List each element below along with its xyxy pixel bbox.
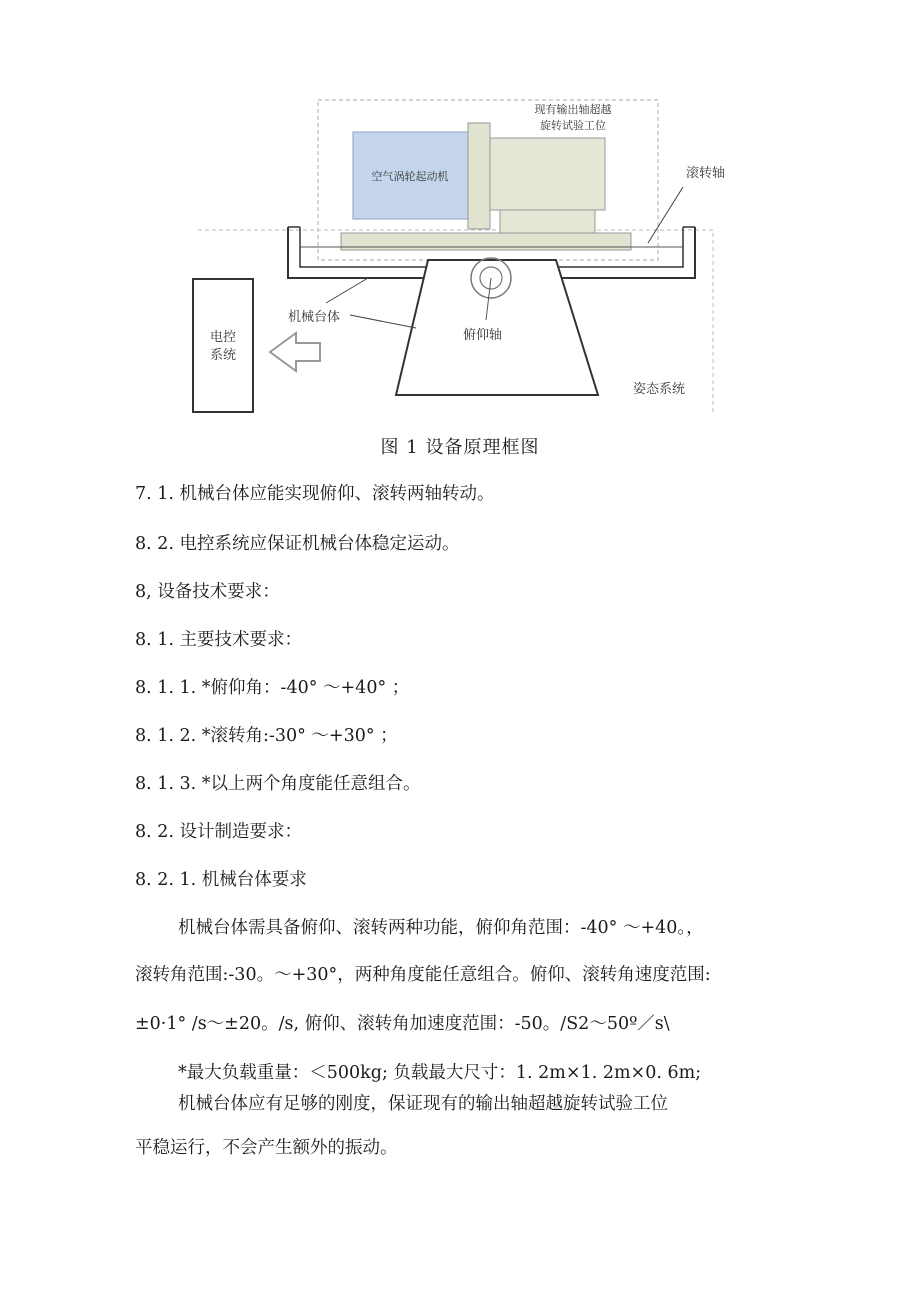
- section-heading-8: 8, 设备技术要求：: [135, 582, 280, 602]
- test-station-block: [490, 138, 605, 210]
- paragraph-7-1: 7. 1. 机械台体应能实现俯仰、滚转两轴转动。: [135, 484, 495, 504]
- item-8-1-2: 8. 1. 2. *滚转角:-30° ～+30° ；: [135, 726, 398, 746]
- roll-axis-leader: [648, 187, 683, 243]
- equipment-diagram: [178, 95, 738, 420]
- coupling-block: [468, 123, 490, 229]
- body-paragraph-line-3: ±0·1° /s～±20。/s, 俯仰、滚转角加速度范围：-50。/S2～50º／s\: [135, 1014, 670, 1034]
- rigidity-line-2: 平稳运行，不会产生额外的振动。: [135, 1138, 398, 1158]
- body-paragraph-line-2: 滚转角范围:-30。～+30°，两种角度能任意组合。俯仰、滚转角速度范围:: [135, 965, 711, 985]
- item-8-1-1: 8. 1. 1. *俯仰角：-40° ～+40° ；: [135, 678, 410, 698]
- load-spec-line: *最大负载重量：＜500kg; 负载最大尺寸：1. 2m×1. 2m×0. 6m;: [178, 1063, 702, 1083]
- control-label-line2: 系统: [209, 348, 237, 363]
- station-label-line2: 旋转试验工位: [540, 119, 606, 132]
- rigidity-line-1: 机械台体应有足够的刚度，保证现有的输出轴超越旋转试验工位: [178, 1094, 668, 1114]
- test-station-base: [500, 210, 595, 233]
- mech-body-label: 机械台体: [288, 310, 341, 325]
- paragraph-8-2-control: 8. 2. 电控系统应保证机械台体稳定运动。: [135, 534, 460, 554]
- roll-axis-label: 滚转轴: [686, 166, 726, 181]
- diagram-svg: [178, 95, 738, 420]
- control-label-line1: 电控: [209, 330, 237, 345]
- arrow-icon: [270, 333, 320, 371]
- mech-body-leader-1: [326, 278, 368, 303]
- figure-caption: 图 1 设备原理框图: [380, 437, 540, 458]
- attitude-system-label: 姿态系统: [633, 382, 686, 397]
- section-heading-8-1: 8. 1. 主要技术要求：: [135, 630, 303, 650]
- engine-label: 空气涡轮起动机: [371, 170, 449, 183]
- section-heading-8-2: 8. 2. 设计制造要求：: [135, 822, 303, 842]
- control-system-box: [193, 279, 253, 412]
- body-paragraph-line-1: 机械台体需具备俯仰、滚转两种功能，俯仰角范围：-40° ～+40。，: [178, 918, 704, 938]
- pitch-axis-label: 俯仰轴: [463, 328, 503, 343]
- station-label-line1: 现有输出轴超越: [534, 103, 612, 116]
- mech-body-leader-2: [350, 315, 416, 328]
- item-8-1-3: 8. 1. 3. *以上两个角度能任意组合。: [135, 774, 421, 794]
- section-heading-8-2-1: 8. 2. 1. 机械台体要求: [135, 870, 307, 890]
